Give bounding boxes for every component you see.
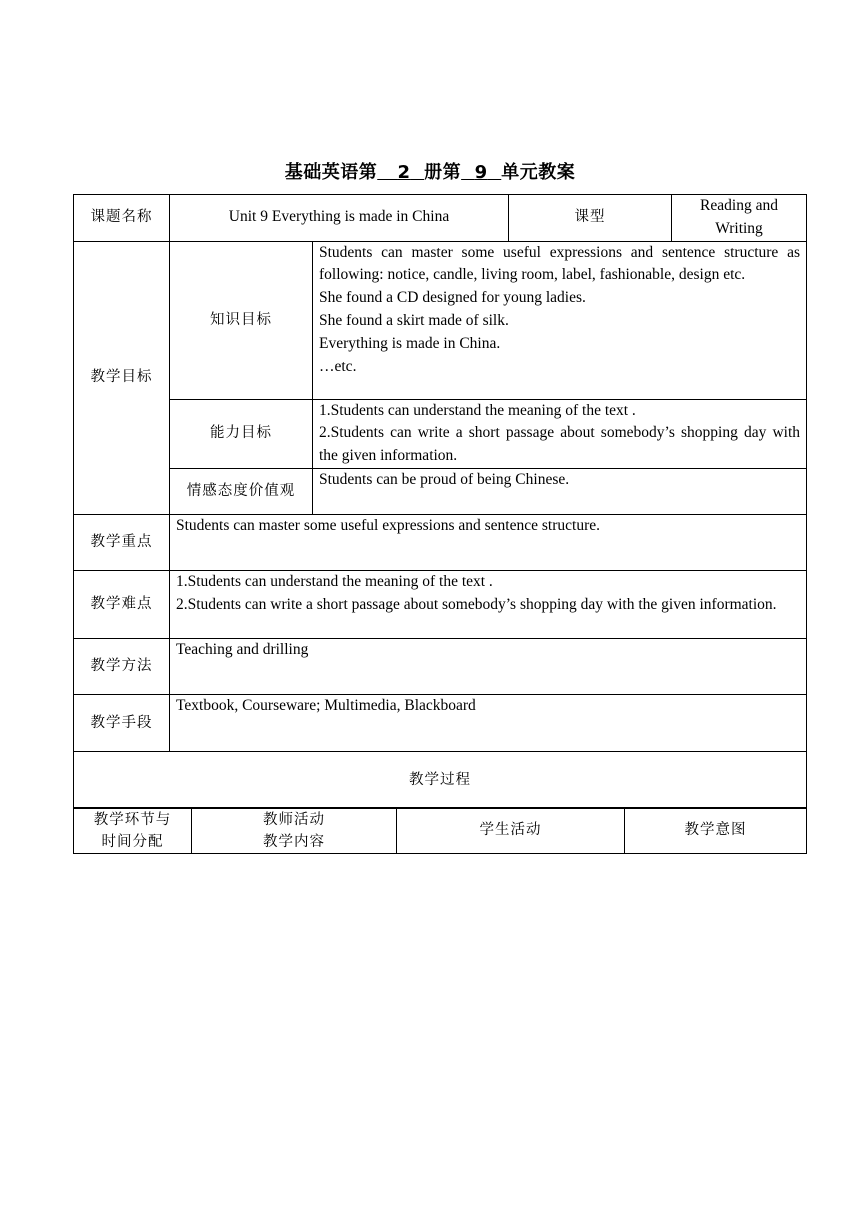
process-col-teacher: 教师活动 教学内容 <box>192 808 397 854</box>
method-row <box>74 638 807 694</box>
means-row <box>74 694 807 751</box>
book-number: 2 <box>397 162 411 183</box>
knowledge-row <box>74 241 807 399</box>
difficulty-line: 1.Students can understand the meaning of the text . <box>176 572 493 590</box>
topic-row <box>74 195 807 242</box>
topic-label: 课题名称 <box>74 195 170 242</box>
document-title: 基础英语第 2 册第 9 单元教案 <box>284 162 576 183</box>
type-value: Reading and Writing <box>672 195 807 242</box>
knowledge-line: Students can master some useful expressions and sentence structure as following: notice, candle, living room, label, fashionable, design etc. <box>319 243 801 284</box>
difficulty-line: 2.Students can write a short passage about somebody’s shopping day with the given information. <box>176 595 777 613</box>
topic-value: Unit 9 Everything is made in China <box>170 195 509 242</box>
lesson-plan-table <box>73 194 807 809</box>
ability-row <box>74 399 807 468</box>
process-col-stage: 教学环节与 时间分配 <box>74 808 192 854</box>
means-value: Textbook, Courseware; Multimedia, Blackboard <box>170 694 807 751</box>
knowledge-content <box>313 241 807 399</box>
process-header-table <box>73 807 807 854</box>
ability-line: 2.Students can write a short passage about somebody’s shopping day with the given information. <box>319 424 801 465</box>
knowledge-line: She found a CD designed for young ladies. <box>319 289 586 307</box>
knowledge-line: She found a skirt made of silk. <box>319 311 509 329</box>
emotion-value: Students can be proud of being Chinese. <box>313 468 807 514</box>
knowledge-label: 知识目标 <box>170 241 313 399</box>
difficulty-content <box>170 570 807 638</box>
ability-line: 1.Students can understand the meaning of the text . <box>319 401 636 419</box>
process-col-student: 学生活动 <box>397 808 625 854</box>
objectives-label: 教学目标 <box>74 241 170 514</box>
type-label: 课型 <box>509 195 672 242</box>
key-point-label: 教学重点 <box>74 514 170 570</box>
process-row <box>74 751 807 808</box>
emotion-row <box>74 468 807 514</box>
unit-number: 9 <box>474 162 488 183</box>
knowledge-line: …etc. <box>319 357 357 375</box>
key-point-value: Students can master some useful expressions and sentence structure. <box>170 514 807 570</box>
difficulty-row <box>74 570 807 638</box>
method-label: 教学方法 <box>74 638 170 694</box>
knowledge-line: Everything is made in China. <box>319 334 501 352</box>
method-value: Teaching and drilling <box>170 638 807 694</box>
emotion-label: 情感态度价值观 <box>170 468 313 514</box>
ability-content <box>313 399 807 468</box>
means-label: 教学手段 <box>74 694 170 751</box>
process-col-intent: 教学意图 <box>625 808 807 854</box>
difficulty-label: 教学难点 <box>74 570 170 638</box>
process-header-row <box>74 808 807 854</box>
ability-label: 能力目标 <box>170 399 313 468</box>
process-label: 教学过程 <box>74 751 807 808</box>
key-point-row <box>74 514 807 570</box>
